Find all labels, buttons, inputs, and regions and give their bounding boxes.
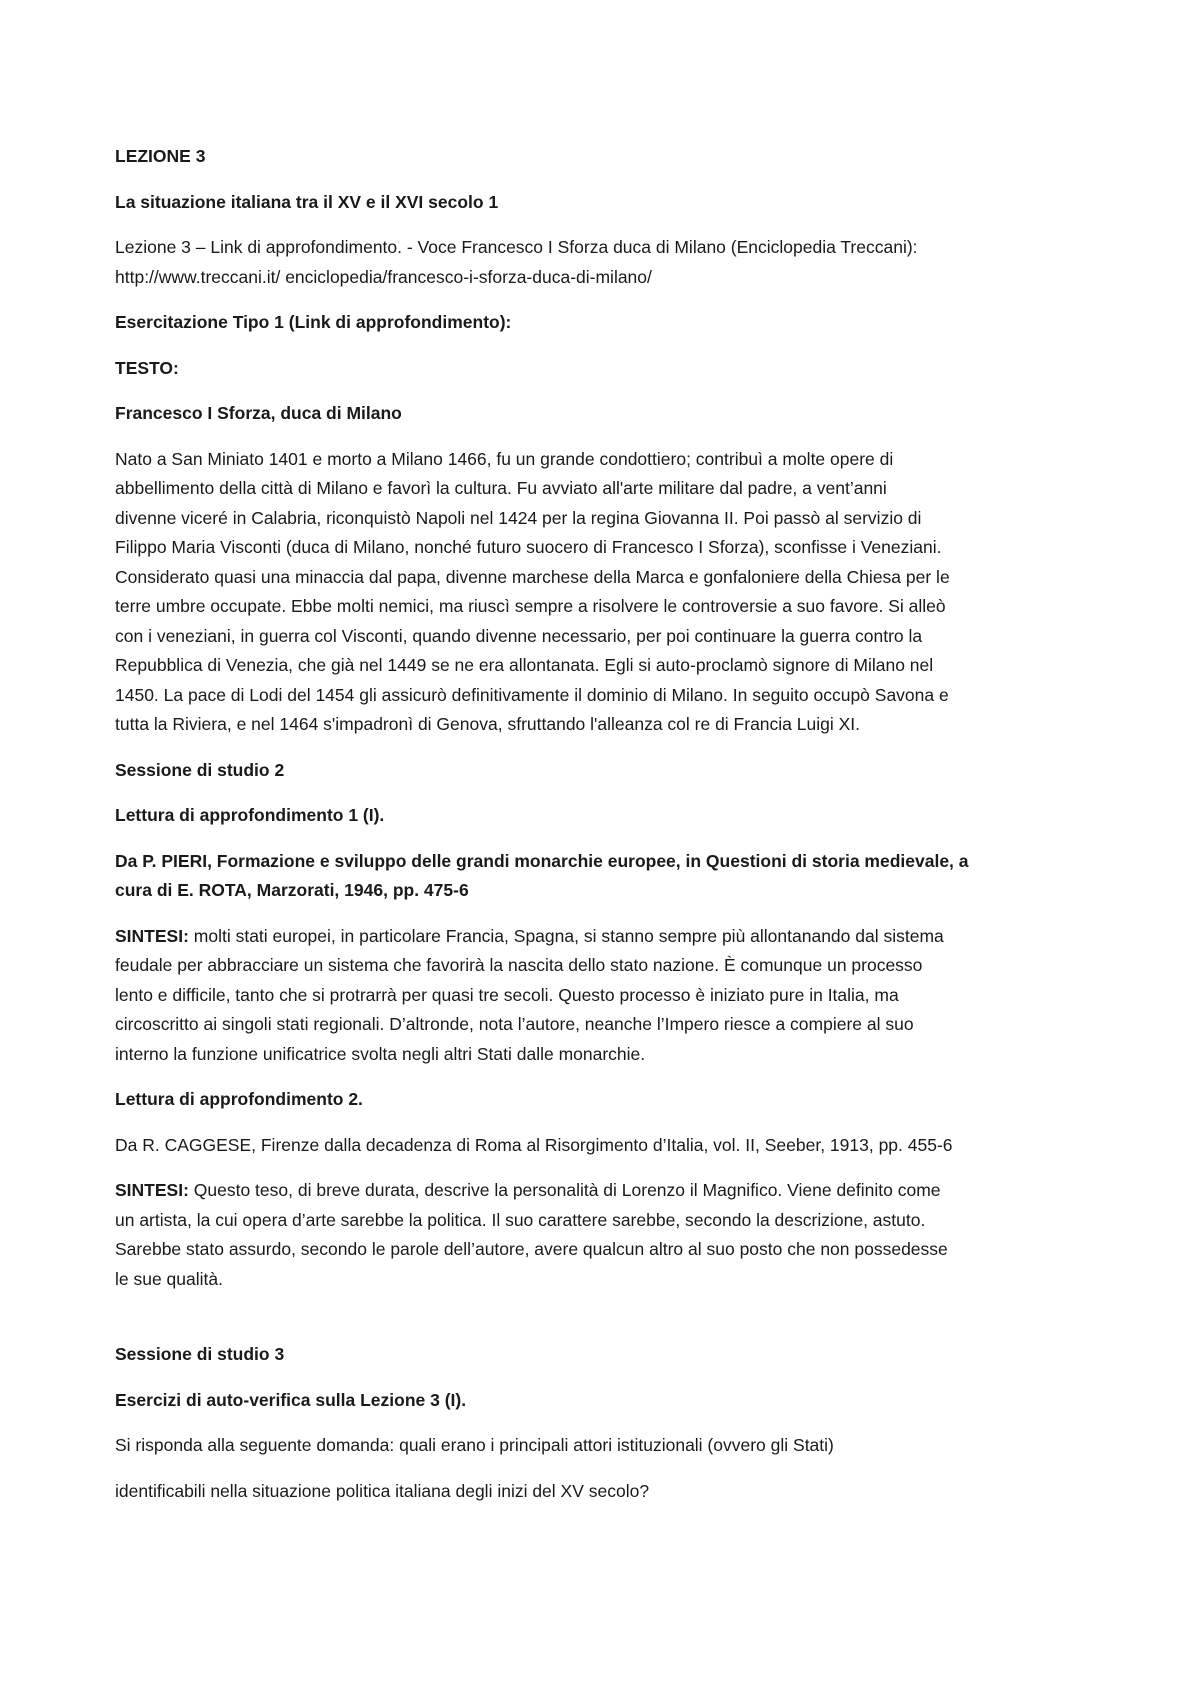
reading-1-reference-line: Da P. PIERI, Formazione e sviluppo delle grandi monarchie europee, in Questioni di storia medievale, a — [115, 850, 969, 871]
summary-label: SINTESI: — [115, 1180, 189, 1200]
lesson-heading: LEZIONE 3 — [115, 146, 206, 166]
summary-text: Questo teso, di breve durata, descrive la personalità di Lorenzo il Magnifico. Viene definito come — [188, 1180, 941, 1200]
reading-1-summary-line: lento e difficile, tanto che si protrarrà per quasi tre secoli. Questo processo è iniziato pure in Italia, ma — [115, 984, 899, 1005]
text-label: TESTO: — [115, 357, 179, 378]
reading-1-summary-line: circoscritto ai singoli stati regionali. D’altronde, nota l’autore, neanche l’Impero riesce a compiere al suo — [115, 1014, 914, 1034]
document-page — [115, 142, 1095, 1522]
bio-line: Repubblica di Venezia, che già nel 1449 se ne era allontanata. Egli si auto-proclamò signore di Milano nel — [115, 655, 934, 675]
reading-2-summary — [115, 1176, 1095, 1294]
reading-1-summary — [115, 922, 1095, 1070]
bio-line: abbellimento della città di Milano e favorì la cultura. Fu avviato all'arte militare dal padre, a vent’anni — [115, 478, 887, 498]
bio-title: Francesco I Sforza, duca di Milano — [115, 403, 402, 423]
reading-2-summary-line — [115, 1176, 1095, 1206]
reading-2-summary-line: un artista, la cui opera d’arte sarebbe la politica. Il suo carattere sarebbe, secondo la descrizione, astuto. — [115, 1209, 926, 1230]
bio-line: Filippo Maria Visconti (duca di Milano, nonché futuro suocero di Francesco I Sforza), sconfisse i Veneziani. — [115, 537, 942, 557]
reading-2-summary-line: le sue qualità. — [115, 1268, 223, 1289]
session-2-title: Sessione di studio 2 — [115, 759, 285, 780]
reading-1-reference — [115, 847, 1095, 906]
bio-line: con i veneziani, in guerra col Visconti, quando divenne necessario, per poi continuare la guerra contro la — [115, 625, 923, 646]
question-line-2: identificabili nella situazione politica italiana degli inizi del XV secolo? — [115, 1480, 650, 1501]
summary-text: molti stati europei, in particolare Francia, Spagna, si stanno sempre più allontanando dal sistema — [188, 925, 944, 946]
reading-1-reference-line: cura di E. ROTA, Marzorati, 1946, pp. 475-6 — [115, 880, 469, 900]
exercise-heading: Esercitazione Tipo 1 (Link di approfondimento): — [115, 312, 512, 332]
reading-1-title: Lettura di approfondimento 1 (I). — [115, 805, 385, 825]
question-line-1: Si risponda alla seguente domanda: quali erano i principali attori istituzionali (ovvero gli Stati) — [115, 1435, 834, 1455]
reading-2-reference: Da R. CAGGESE, Firenze dalla decadenza di Roma al Risorgimento d’Italia, vol. II, Seeber, 1913, pp. 455-6 — [115, 1134, 953, 1155]
bio-line: 1450. La pace di Lodi del 1454 gli assicurò definitivamente il dominio di Milano. In seguito occupò Savona e — [115, 684, 949, 705]
reading-1-summary-line: feudale per abbracciare un sistema che favorirà la nascita dello stato nazione. È comunque un processo — [115, 955, 923, 975]
bio-paragraph — [115, 445, 1095, 740]
reading-1-summary-line: interno la funzione unificatrice svolta negli altri Stati dalle monarchie. — [115, 1043, 646, 1064]
reading-1-summary-line — [115, 922, 1095, 952]
reading-2-summary-line: Sarebbe stato assurdo, secondo le parole dell’autore, avere qualcun altro al suo posto che non possedesse — [115, 1239, 948, 1259]
link-intro — [115, 233, 1095, 292]
link-intro-line-1: Lezione 3 – Link di approfondimento. - Voce Francesco I Sforza duca di Milano (Enciclopedia Treccani): — [115, 237, 918, 257]
summary-label: SINTESI: — [115, 925, 189, 946]
bio-line: Considerato quasi una minaccia dal papa, divenne marchese della Marca e gonfaloniere della Chiesa per le — [115, 566, 950, 587]
reading-2-title: Lettura di approfondimento 2. — [115, 1089, 363, 1109]
bio-line: divenne viceré in Calabria, riconquistò Napoli nel 1424 per la regina Giovanna II. Poi passò al servizio di — [115, 507, 922, 528]
session-3-title: Sessione di studio 3 — [115, 1344, 285, 1364]
bio-line: terre umbre occupate. Ebbe molti nemici, ma riuscì sempre a risolvere le controversie a suo favore. Si alleò — [115, 596, 946, 616]
bio-line: tutta la Riviera, e nel 1464 s'impadronì di Genova, sfruttando l'alleanza col re di Francia Luigi XI. — [115, 714, 861, 734]
self-check-title: Esercizi di auto-verifica sulla Lezione 3 (I). — [115, 1389, 467, 1410]
treccani-link[interactable]: http://www.treccani.it/ enciclopedia/francesco-i-sforza-duca-di-milano/ — [115, 266, 652, 287]
lesson-subtitle: La situazione italiana tra il XV e il XVI secolo 1 — [115, 191, 499, 212]
bio-line: Nato a San Miniato 1401 e morto a Milano 1466, fu un grande condottiero; contribuì a molte opere di — [115, 448, 894, 469]
